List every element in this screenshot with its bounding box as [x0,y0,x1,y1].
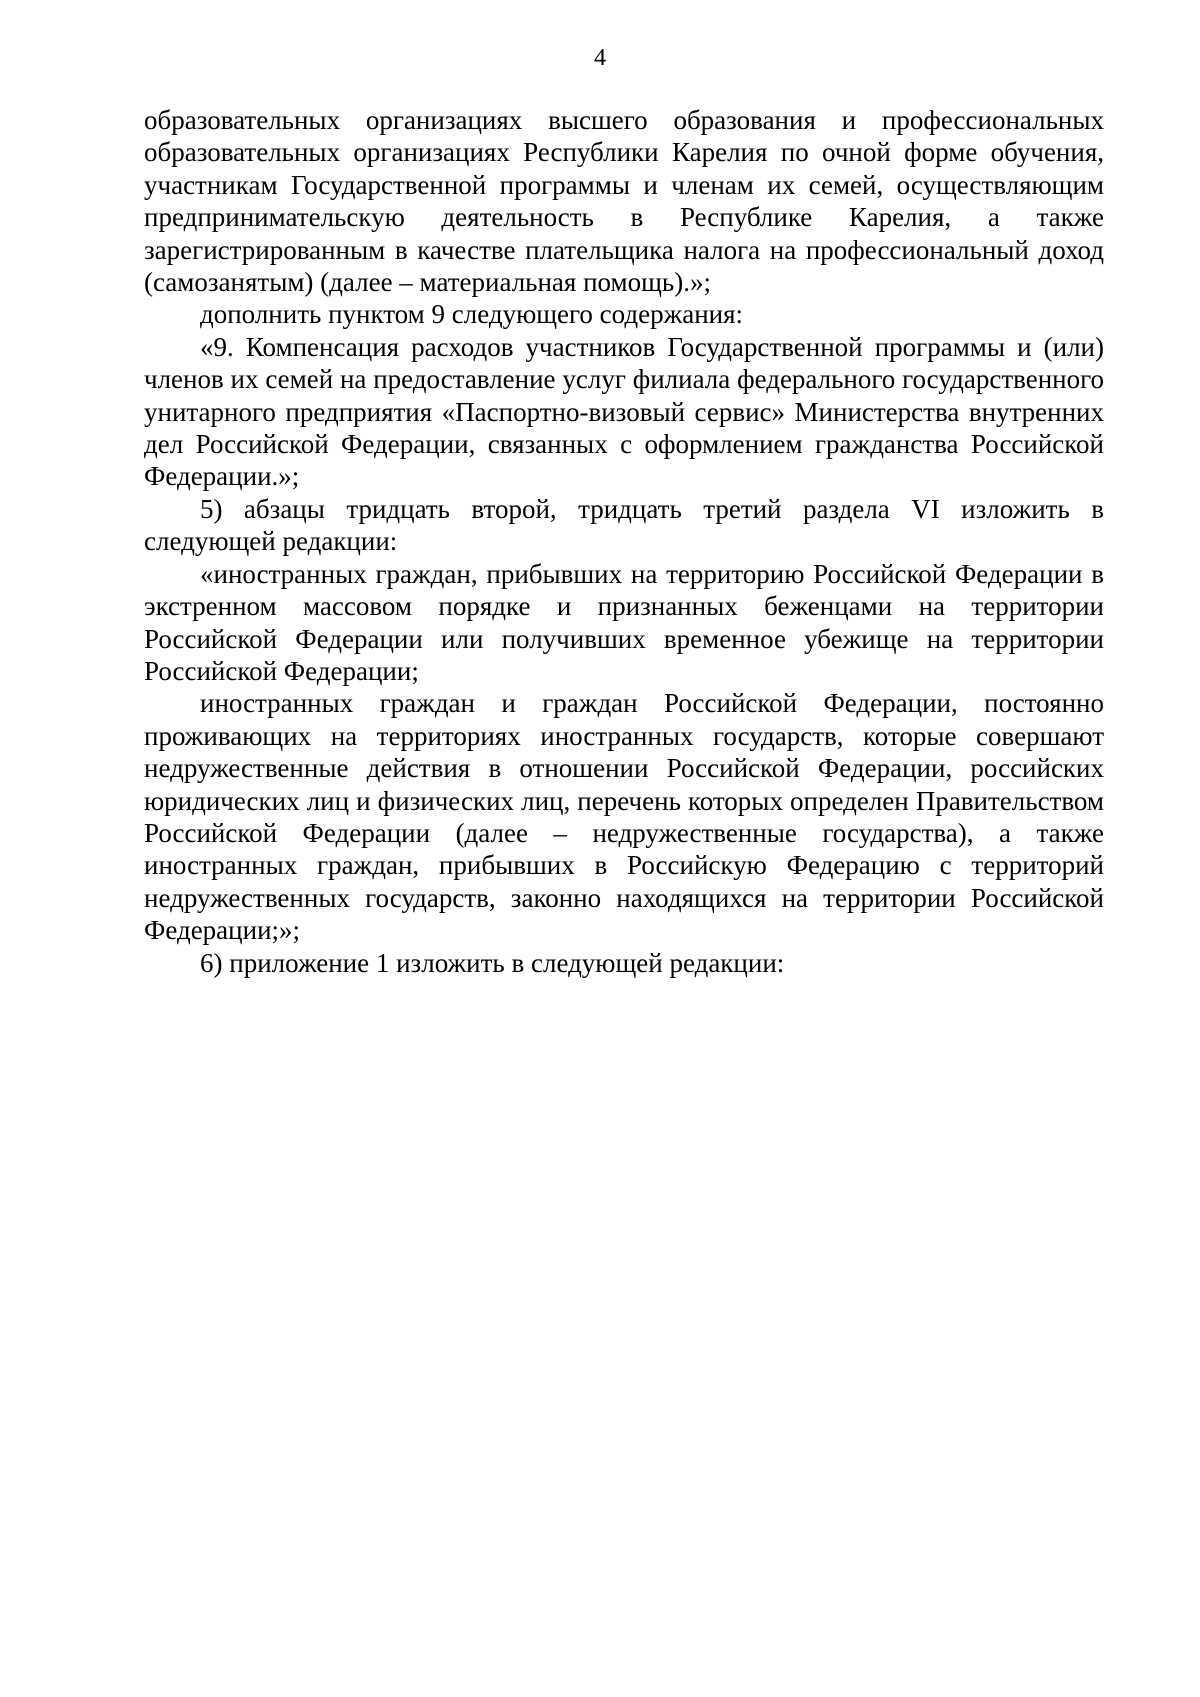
paragraph-amendment-5: 5) абзацы тридцать второй, тридцать третий раздела VI изложить в следующей редакции: [144,493,1104,557]
paragraph-material-aid-continuation: образовательных организациях высшего образования и профессиональных образовательных организациях Республики Карелия по очной форме обучения, участникам Государственной программы и членам их семей, осуществляющим предпринимательскую деятельность в Республике Карелия, а также зарегистрированным в качестве плательщика налога на профессиональный доход (самозанятым) (далее – материальная помощь).»; [144,105,1104,298]
paragraph-refugees: «иностранных граждан, прибывших на территорию Российской Федерации в экстренном массовом порядке и признанных беженцами на территории Российской Федерации или получивших временное убежище на территории Российской Федерации; [144,558,1104,686]
page-number: 4 [594,45,606,71]
paragraph-item-9-compensation: «9. Компенсация расходов участников Государственной программы и (или) членов их семей на предоставление услуг филиала федерального государственного унитарного предприятия «Паспортно-визовый сервис» Министерства внутренних дел Российской Федерации, связанных с оформлением гражданства Российской Федерации.»; [144,331,1104,492]
paragraph-add-item-9: дополнить пунктом 9 следующего содержания: [200,299,744,330]
document-body [144,104,1104,979]
paragraph-unfriendly-states: иностранных граждан и граждан Российской Федерации, постоянно проживающих на территориях иностранных государств, которые совершают недружественные действия в отношении Российской Федерации, российских юридических лиц и физических лиц, перечень которых определен Правительством Российской Федерации (далее – недружественные государства), а также иностранных граждан, прибывших в Российскую Федерацию с территорий недружественных государств, законно находящихся на территории Российской Федерации;»; [144,688,1104,946]
paragraph-amendment-6: 6) приложение 1 изложить в следующей редакции: [200,947,785,978]
